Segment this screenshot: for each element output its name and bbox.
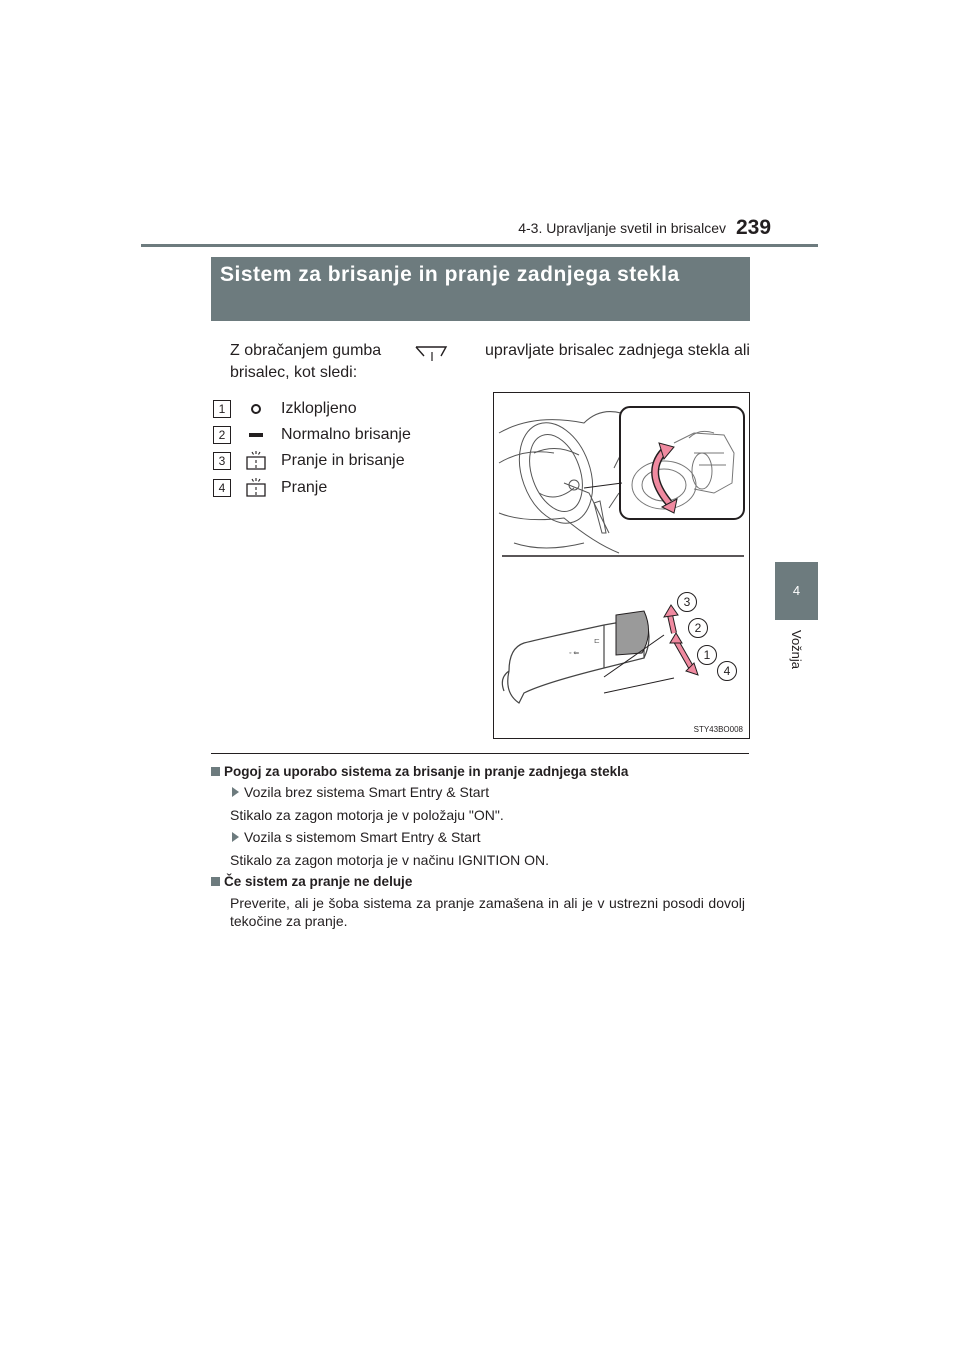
triangle-bullet-icon	[232, 787, 239, 797]
rear-wiper-icon	[404, 341, 462, 361]
position-number: 1	[213, 400, 231, 418]
position-label: Izklopljeno	[281, 400, 357, 417]
sub-item-text: Vozila brez sistema Smart Entry & Start	[244, 784, 490, 800]
list-item-off	[213, 398, 357, 420]
triangle-bullet-icon	[232, 832, 239, 842]
sub-item-text: Vozila s sistemom Smart Entry & Start	[244, 829, 481, 845]
note-heading-text: Pogoj za uporabo sistema za brisanje in pranje zadnjega stekla	[224, 764, 629, 779]
washer-icon	[243, 477, 269, 499]
callout-4: 4	[717, 661, 737, 681]
square-bullet-icon	[211, 877, 220, 886]
position-number: 3	[213, 452, 231, 470]
section-title: 4-3. Upravljanje svetil in brisalcev	[518, 220, 726, 236]
dash-icon	[243, 424, 269, 446]
figure-code: STY43BO008	[693, 725, 743, 734]
sub-item-without-smart-entry	[230, 784, 489, 800]
intro-paragraph	[230, 340, 750, 384]
section-heading: Sistem za brisanje in pranje zadnjega stekla	[220, 263, 680, 286]
svg-text:⊏: ⊏	[594, 638, 600, 645]
sub-item-with-smart-entry	[230, 829, 481, 845]
note-heading-washer-fault	[211, 874, 412, 889]
callout-3: 3	[677, 592, 697, 612]
callout-2: 2	[688, 618, 708, 638]
intro-text-part3: brisalec, kot sledi:	[230, 364, 358, 381]
svg-text:◦ ⇐: ◦ ⇐	[569, 650, 580, 657]
callout-1: 1	[697, 645, 717, 665]
note-heading-text: Če sistem za pranje ne deluje	[224, 874, 413, 889]
page-number: 239	[736, 216, 772, 239]
list-item-wash	[213, 477, 327, 499]
section-heading-box	[211, 257, 750, 321]
chapter-tab: 4	[775, 562, 818, 620]
chapter-label: Vožnja	[789, 630, 804, 670]
square-bullet-icon	[211, 767, 220, 776]
illustration-drawing	[494, 393, 749, 738]
intro-text-part2: upravljate brisalec zadnjega stekla ali	[484, 342, 750, 359]
position-label: Pranje in brisanje	[281, 452, 405, 469]
position-label: Pranje	[281, 479, 328, 496]
intro-text-part1: Z obračanjem gumba	[230, 342, 382, 359]
note-body-text: Stikalo za zagon motorja je v položaju "ON".	[230, 807, 504, 823]
note-heading-conditions	[211, 764, 628, 779]
wiper-switch-illustration	[493, 392, 750, 739]
list-item-normal-wipe	[213, 424, 411, 446]
list-item-wash-wipe	[213, 450, 405, 472]
note-body-text: Stikalo za zagon motorja je v načinu IGNITION ON.	[230, 852, 550, 868]
off-circle-icon	[243, 398, 269, 420]
header-rule	[141, 244, 818, 247]
position-label: Normalno brisanje	[281, 426, 411, 443]
position-number: 4	[213, 479, 231, 497]
position-number: 2	[213, 426, 231, 444]
notes-divider	[211, 753, 749, 754]
note-body-text: Preverite, ali je šoba sistema za pranje zamašena in ali je v ustrezni posodi dovolj tekočine za pranje.	[230, 895, 745, 929]
washer-wiper-icon	[243, 450, 269, 472]
